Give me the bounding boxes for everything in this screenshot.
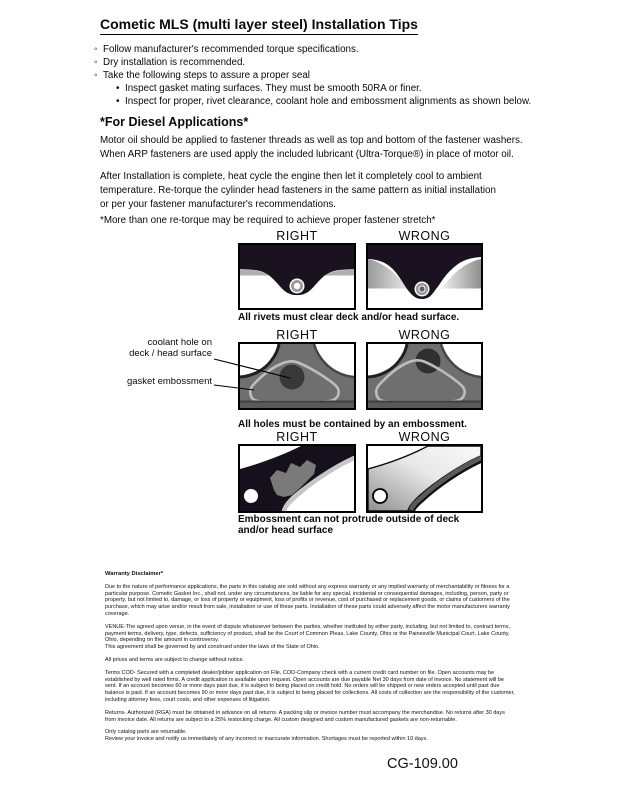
paragraph-line: When ARP fasteners are used apply the included lubricant (Ultra-Torque®) in place of motor oil. [100, 149, 514, 160]
row1-caption: All rivets must clear deck and/or head surface. [238, 312, 460, 323]
page-number: CG-109.00 [387, 756, 458, 772]
label-line: coolant hole on [147, 337, 212, 348]
diesel-paragraph-2 [100, 170, 496, 212]
row1-right-label: RIGHT [276, 229, 318, 243]
tip-text: Inspect gasket mating surfaces. They must be smooth 50RA or finer. [125, 83, 422, 94]
tip-text: Take the following steps to assure a proper seal [103, 70, 310, 81]
row3-right-label: RIGHT [276, 430, 318, 444]
tip-text: Dry installation is recommended. [103, 57, 246, 68]
list-item [94, 82, 554, 95]
tip-text: Inspect for proper, rivet clearance, coolant hole and embossment alignments as shown below. [125, 96, 532, 107]
filled-bullet-icon [116, 95, 125, 108]
row2-caption: All holes must be contained by an embossment. [238, 419, 467, 430]
diagram-embossment-wrong [366, 444, 483, 513]
caption-line: and/or head surface [238, 525, 334, 536]
row2-right-label: RIGHT [276, 328, 318, 342]
list-item [94, 43, 554, 56]
diagram-hole-right [238, 342, 356, 410]
diagram-embossment-right [238, 444, 356, 513]
gasket-embossment-label [108, 376, 212, 387]
row3-caption [238, 514, 459, 536]
hole-wrong-illustration [368, 344, 481, 408]
diesel-heading: *For Diesel Applications* [100, 115, 249, 129]
diagram-rivet-wrong [366, 243, 483, 310]
warranty-paragraph: Returns- Authorized (RGA) must be obtained in advance on all returns. A packing slip or invoice number must accompany the merchandise. No returns after 30 days from invoice date. All returns are subject to a 25% restocking charge. All custom designed and custom manufactured gaskets are non-returnable. [105, 709, 505, 723]
retorque-note: *More than one re-torque may be required to achieve proper fastener stretch* [100, 215, 436, 226]
rivet-right-illustration [240, 245, 354, 308]
row3-wrong-label: WRONG [398, 430, 451, 444]
list-item [94, 56, 554, 69]
diagram-hole-wrong [366, 342, 483, 410]
tip-text: Follow manufacturer's recommended torque specifications. [103, 44, 359, 55]
diesel-paragraph-1 [100, 134, 523, 162]
list-item [94, 69, 554, 82]
warranty-paragraph: Review your invoice and notify us immediately of any incorrect or inaccurate information. Shortages must be reported within 10 days. [105, 736, 428, 743]
hole-right-illustration [240, 344, 354, 408]
page-title: Cometic MLS (multi layer steel) Installation Tips [100, 16, 418, 35]
embossment-wrong-illustration [368, 446, 481, 511]
row1-wrong-label: WRONG [398, 229, 451, 243]
warranty-paragraph: All prices and terms are subject to change without notice. [105, 656, 245, 663]
warranty-paragraph: Only catalog parts are returnable. [105, 729, 187, 736]
open-bullet-icon [94, 56, 103, 69]
coolant-hole-label [108, 337, 212, 359]
label-line: gasket embossment [126, 376, 212, 387]
open-bullet-icon [94, 69, 103, 82]
paragraph-line: Motor oil should be applied to fastener threads as well as top and bottom of the fastener washers. [100, 135, 523, 146]
diagram-rivet-right [238, 243, 356, 310]
warranty-heading: Warranty Disclaimer* [105, 571, 164, 577]
warranty-paragraph: VENUE-The agreed upon venue, in the event of dispute whatsoever between the parties, whether instituted by either party, including, but not limited to, contract terms, payment terms, delivery, type, defects, sufficiency of product, shall be the Court of Common Pleas, Lake County, Ohio or the Painesville Municipal Court, Lake County, Ohio, depending on the amount in controversy. [105, 623, 510, 644]
warranty-paragraph: Terms COD- Secured with a completed dealer/jobber application on File, COD-Company check with a current credit card number on file. Open accounts may be established by well rated firms. A credit application is available upon request. Open accounts are due payable Net 30 days from date of invoice. No statement will be sent. If an account becomes 60 or more days past due, it is subject to being placed on credit hold. No orders will be shipped or new orders accepted until past due balance is paid. If an account becomes 90 or more days past due, it is subject to being placed for collections. All costs of collection are the responsibility of the customer, including attorney fees, court costs, and other expenses of litigation. [105, 669, 515, 703]
label-line: deck / head surface [129, 348, 212, 359]
paragraph-line: temperature. Re-torque the cylinder head fasteners in the same pattern as initial installation [100, 185, 496, 196]
tips-list [94, 43, 554, 108]
warranty-paragraph: Due to the nature of performance applications, the parts in this catalog are sold without any express warranty or any implied warranty of merchantability or fitness for a particular purpose. Cometic Gasket Inc., shall not, under any circumstances, be liable for any special, incidental or consequential damages, including, person, party or property, but not limited to, damage, or loss of property or equipment, loss of profits or revenue, cost of purchased or replacement goods, or claims of customers of the purchase, which may arise and/or result from sale, installation or use of these parts. Installation of these parts could adversely affect the motor manufacturers warranty coverage. [105, 583, 510, 617]
warranty-disclaimer [105, 571, 515, 743]
row2-wrong-label: WRONG [398, 328, 451, 342]
warranty-paragraph: This agreement shall be governed by and construed under the laws of the State of Ohio. [105, 644, 320, 651]
embossment-right-illustration [240, 446, 354, 511]
filled-bullet-icon [116, 82, 125, 95]
paragraph-line: or per your fastener manufacturer's recommendations. [100, 199, 337, 210]
caption-line: Embossment can not protrude outside of deck [238, 514, 460, 525]
rivet-wrong-illustration [368, 245, 481, 308]
open-bullet-icon [94, 43, 103, 56]
paragraph-line: After Installation is complete, heat cycle the engine then let it completely cool to ambient [100, 171, 482, 182]
list-item [94, 95, 554, 108]
